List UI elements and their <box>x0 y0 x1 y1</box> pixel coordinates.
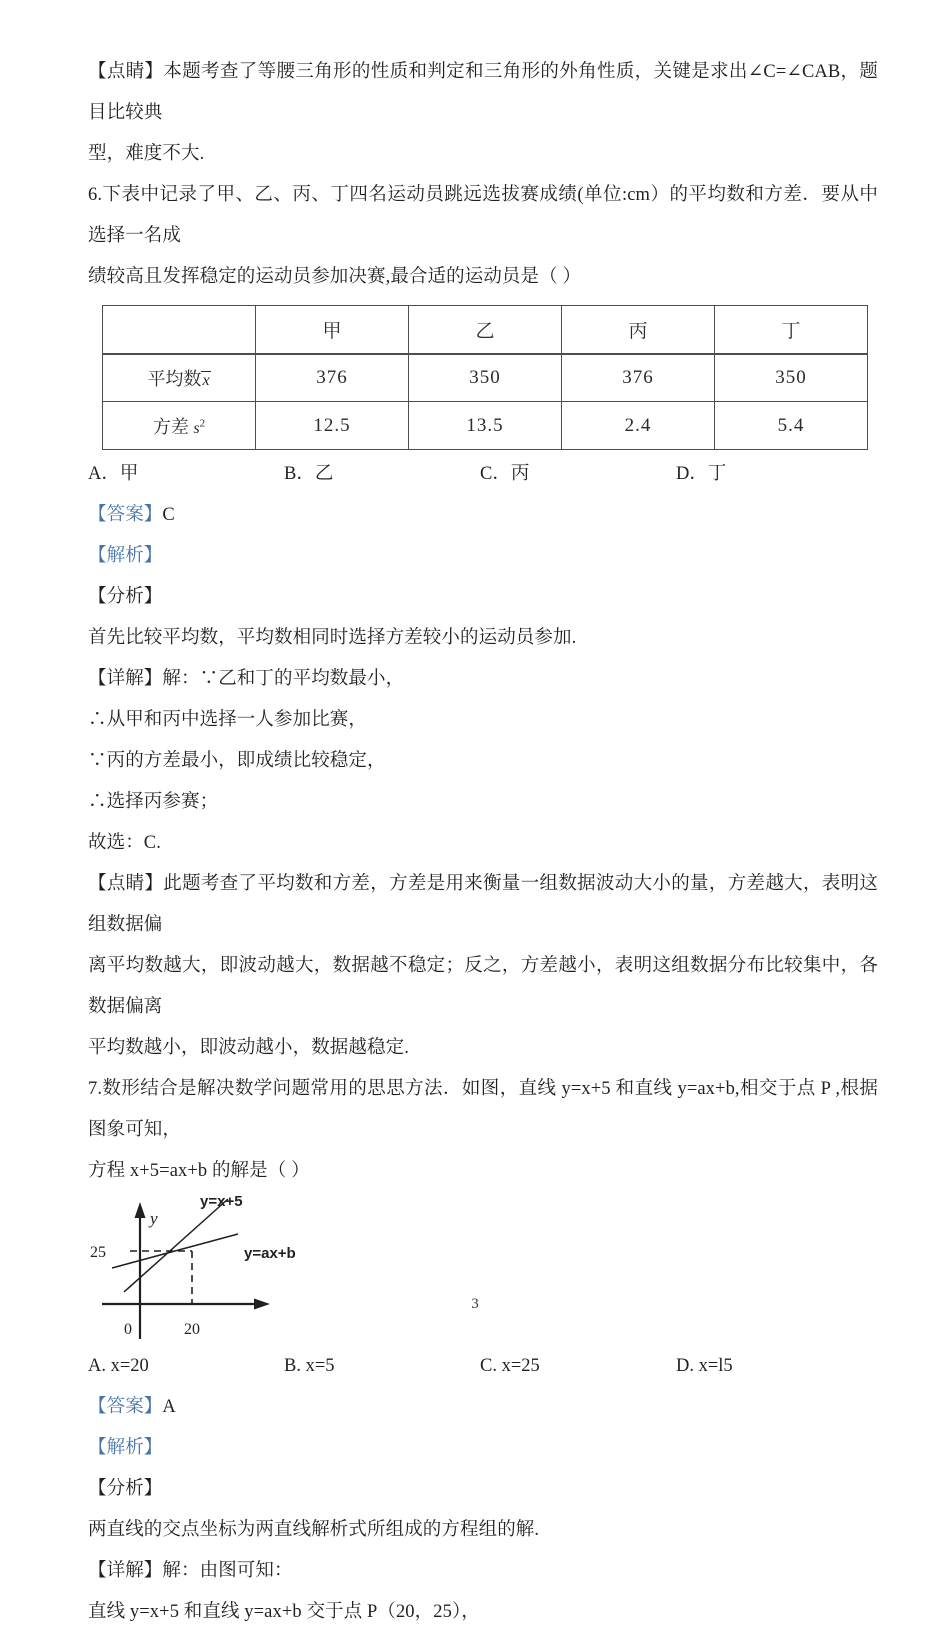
q5-tip-line2: 型，难度不大. <box>88 144 205 164</box>
q7-option-a[interactable]: A. x=20 <box>88 1356 149 1376</box>
q7-stem-line1: 7.数形结合是解决数学问题常用的思思方法．如图，直线 y=x+5 和直线 y=ax+b,相交于点 P ,根据图象可知， <box>88 1079 878 1140</box>
q6-detail-line-1: 【详解】解：∵乙和丁的平均数最小， <box>88 669 405 689</box>
figure-label-line2: y=ax+b <box>244 1245 296 1262</box>
q7-detail-line-1: 【详解】解：由图可知： <box>88 1561 293 1581</box>
q7-answer-value: A <box>162 1397 176 1417</box>
q6-explain-tag: 【解析】 <box>88 546 163 566</box>
q7-answer-line <box>88 1387 878 1428</box>
q5-tip-line1: 【点睛】本题考查了等腰三角形的性质和判定和三角形的外角性质，关键是求出∠C=∠CAB，题目比较典 <box>88 62 878 123</box>
table-row-label-variance <box>103 402 256 450</box>
table-cell-var-yi: 13.5 <box>409 402 562 450</box>
q7-option-b[interactable]: B. x=5 <box>284 1356 335 1376</box>
q6-detail-line-3: ∵丙的方差最小，即成绩比较稳定， <box>88 751 386 771</box>
q6-answer-value: C <box>162 505 175 525</box>
q7-options <box>88 1346 878 1387</box>
q7-analysis-tag: 【分析】 <box>88 1479 163 1499</box>
table-cell-var-ding: 5.4 <box>715 402 868 450</box>
table-cell-var-bing: 2.4 <box>562 402 715 450</box>
q7-detail-line-2: 直线 y=x+5 和直线 y=ax+b 交于点 P（20，25）， <box>88 1602 480 1622</box>
q7-answer-tag: 【答案】 <box>88 1397 163 1417</box>
q6-stem-line2: 绩较高且发挥稳定的运动员参加决赛,最合适的运动员是（ ） <box>88 267 582 287</box>
table-corner-cell <box>103 306 256 354</box>
q6-statistics-table <box>102 305 868 450</box>
q6-tip-line-2: 离平均数越大，即波动越大，数据越不稳定；反之，方差越小，表明这组数据分布比较集中，各数据偏离 <box>88 956 878 1017</box>
table-cell-mean-jia: 376 <box>256 354 409 402</box>
s-squared-symbol <box>193 417 206 437</box>
q6-detail-line-4: ∴选择丙参赛； <box>88 792 219 812</box>
q7-stem-line2: 方程 x+5=ax+b 的解是（ ） <box>88 1161 310 1181</box>
row-label-text: 方差 <box>152 416 189 437</box>
q6-option-c[interactable]: C．丙 <box>480 464 530 484</box>
q6-tip-line-3: 平均数越小，即波动越小，数据越稳定. <box>88 1038 409 1058</box>
row-label-text: 平均数 <box>147 368 202 389</box>
table-cell-mean-bing: 376 <box>562 354 715 402</box>
q7-analysis-text: 两直线的交点坐标为两直线解析式所组成的方程组的解. <box>88 1520 540 1540</box>
q7-option-c[interactable]: C. x=25 <box>480 1356 540 1376</box>
q6-options <box>88 454 878 495</box>
figure-y-tick-label: 25 <box>90 1244 106 1261</box>
table-col-header-ding: 丁 <box>715 306 868 354</box>
y-axis-arrowhead-icon <box>135 1202 146 1218</box>
figure-x-tick-label: 20 <box>184 1321 200 1338</box>
q6-analysis-tag: 【分析】 <box>88 587 163 607</box>
table-col-header-jia: 甲 <box>256 306 409 354</box>
table-header-row <box>103 306 868 354</box>
table-cell-var-jia: 12.5 <box>256 402 409 450</box>
q6-detail-line-2: ∴从甲和丙中选择一人参加比赛， <box>88 710 368 730</box>
table-cell-mean-yi: 350 <box>409 354 562 402</box>
q6-answer-line <box>88 495 878 536</box>
q6-stem-line1: 6.下表中记录了甲、乙、丙、丁四名运动员跳远选拔赛成绩(单位:cm）的平均数和方差．要从中选择一名成 <box>88 185 878 246</box>
q6-option-a[interactable]: A．甲 <box>88 464 139 484</box>
s-symbol-letter: s <box>193 419 200 437</box>
page-content <box>88 52 878 1633</box>
q6-option-d[interactable]: D．丁 <box>676 464 727 484</box>
table-row <box>103 354 868 402</box>
table-row <box>103 402 868 450</box>
q7-explain-tag: 【解析】 <box>88 1438 163 1458</box>
figure-origin-label: 0 <box>124 1321 132 1338</box>
x-bar-symbol: x <box>202 371 210 389</box>
figure-y-axis-label: y <box>150 1209 158 1228</box>
q6-option-b[interactable]: B．乙 <box>284 464 334 484</box>
figure-label-line1: y=x+5 <box>200 1194 243 1210</box>
q7-figure <box>88 1194 878 1346</box>
table-col-header-bing: 丙 <box>562 306 715 354</box>
page-number: 3 <box>471 1296 479 1312</box>
table-cell-mean-ding: 350 <box>715 354 868 402</box>
s-symbol-exponent: 2 <box>199 417 206 430</box>
table-col-header-yi: 乙 <box>409 306 562 354</box>
table-row-label-mean <box>103 354 256 402</box>
q7-option-d[interactable]: D. x=l5 <box>676 1356 733 1376</box>
linear-graph-svg <box>88 1194 408 1346</box>
q6-answer-tag: 【答案】 <box>88 505 163 525</box>
q6-tip-line-1: 【点睛】此题考查了平均数和方差，方差是用来衡量一组数据波动大小的量，方差越大，表明这组数据偏 <box>88 874 878 935</box>
q6-analysis-text: 首先比较平均数，平均数相同时选择方差较小的运动员参加. <box>88 628 577 648</box>
q6-detail-line-5: 故选：C. <box>88 833 161 853</box>
